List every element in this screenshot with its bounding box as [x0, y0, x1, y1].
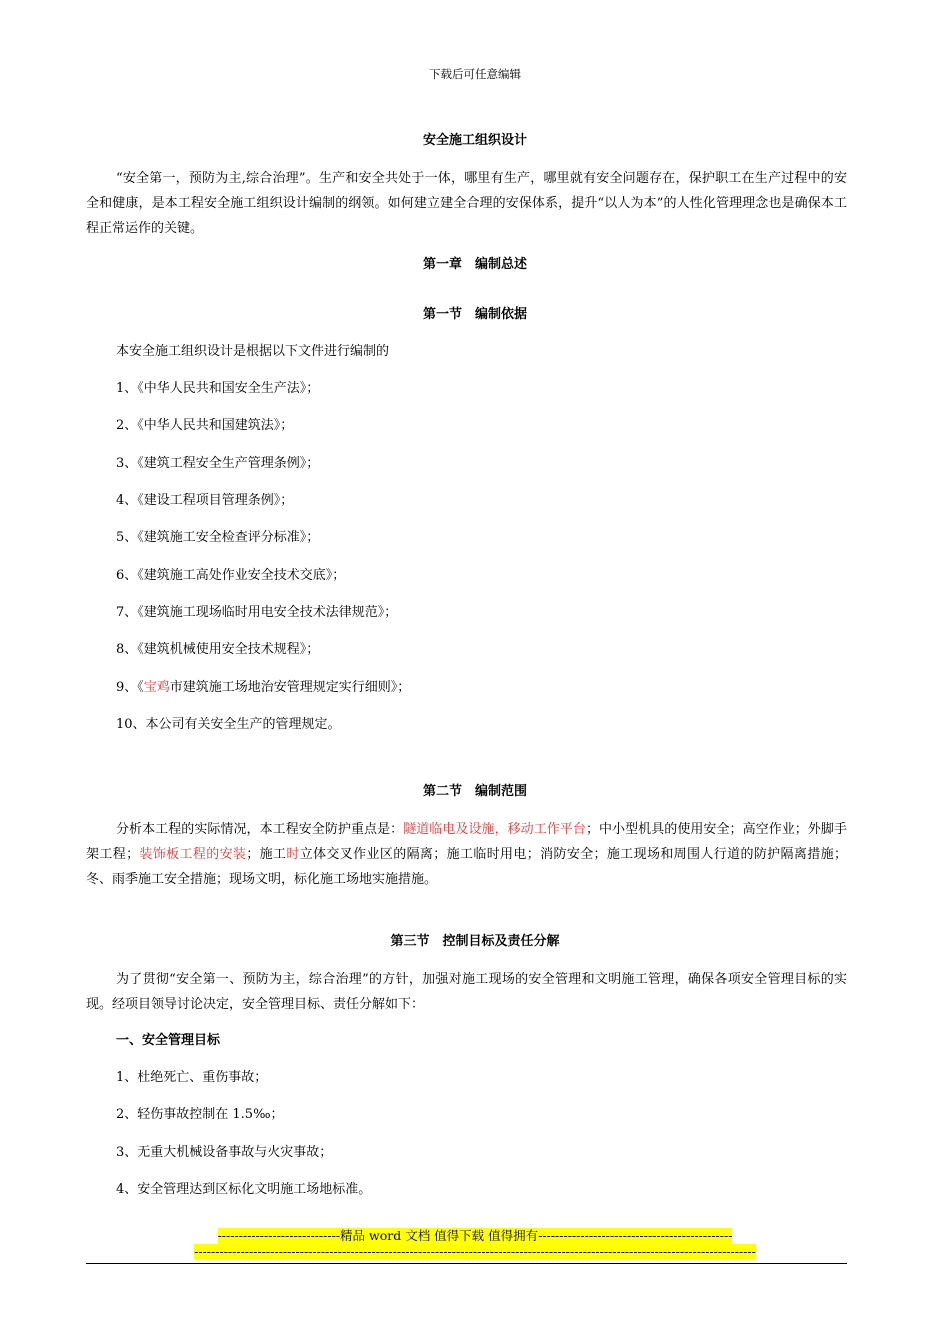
list-item: 8、《建筑机械使用安全技术规程》； — [116, 642, 320, 657]
list-item: 6、《建筑施工高处作业安全技术交底》； — [116, 568, 346, 583]
list-item: 2、轻伤事故控制在 1.5‰； — [116, 1107, 284, 1122]
highlighted-text: 时 — [286, 847, 300, 862]
list-item: 4、安全管理达到区标化文明施工场地标准。 — [116, 1182, 372, 1197]
highlighted-city: 宝鸡 — [143, 680, 170, 695]
footer-banner — [0, 1228, 950, 1244]
list-item: 3、无重大机械设备事故与火灾事故； — [116, 1145, 333, 1160]
section-3-paragraph: 为了贯彻“安全第一、预防为主，综合治理”的方针，加强对施工现场的安全管理和文明施工管理，确保各项安全管理目标的实现。经项目领导讨论决定，安全管理目标、责任分解如下： — [86, 972, 847, 1012]
section-2-heading: 第二节 编制范围 — [422, 784, 527, 799]
list-item: 9、《宝鸡市建筑施工场地治安管理规定实行细则》； — [116, 680, 411, 695]
list-item: 4、《建设工程项目管理条例》； — [116, 493, 294, 508]
section-1-lead: 本安全施工组织设计是根据以下文件进行编制的 — [116, 344, 390, 359]
list-item: 1、《中华人民共和国安全生产法》； — [116, 381, 320, 396]
list-item: 2、《中华人民共和国建筑法》； — [116, 418, 294, 433]
list-item: 1、杜绝死亡、重伤事故； — [116, 1070, 268, 1085]
list-item: 5、《建筑施工安全检查评分标准》； — [116, 530, 320, 545]
intro-paragraph: “安全第一，预防为主,综合治理”。生产和安全共处于一体，哪里有生产，哪里就有安全问题存在，保护职工在生产过程中的安全和健康，是本工程安全施工组织设计编制的纲领。如何建立建全合理的安保体系，提升“以人为本”的人性化管理理念也是确保本工程正常运作的关键。 — [86, 171, 847, 236]
section-2-paragraph: 分析本工程的实际情况，本工程安全防护重点是：隧道临电及设施，移动工作平台；中小型机具的使用安全；高空作业；外脚手架工程；装饰板工程的安装；施工时立体交叉作业区的隔离；施工临时用电；消防安全；施工现场和周围人行道的防护隔离措施；冬、雨季施工安全措施；现场文明，标化施工场地实施措施。 — [86, 822, 847, 887]
section-1-heading: 第一节 编制依据 — [422, 307, 527, 322]
list-item: 3、《建筑工程安全生产管理条例》； — [116, 456, 320, 471]
footer-banner — [0, 1244, 950, 1260]
list-item: 7、《建筑施工现场临时用电安全技术法律规范》； — [116, 605, 398, 620]
highlighted-text: 装饰板工程的安装 — [139, 847, 247, 862]
list-item: 10、本公司有关安全生产的管理规定。 — [116, 717, 341, 732]
footer-banner-dashes: ------------------------------------------------------------------------------------------------------------------------------------- — [194, 1244, 756, 1259]
chapter-1-heading: 第一章 编制总述 — [422, 257, 527, 272]
footer-divider — [86, 1263, 847, 1264]
page-header: 下载后可任意编辑 — [429, 67, 521, 81]
highlighted-text: 隧道临电及设施，移动工作平台 — [403, 822, 586, 837]
safety-goals-subtitle: 一、安全管理目标 — [116, 1033, 221, 1048]
section-3-heading: 第三节 控制目标及责任分解 — [390, 934, 560, 949]
document-title: 安全施工组织设计 — [422, 133, 527, 148]
footer-banner-text: -----------------------------精品 word 文档 值得下载 值得拥有---------------------------------------------- — [217, 1228, 733, 1243]
